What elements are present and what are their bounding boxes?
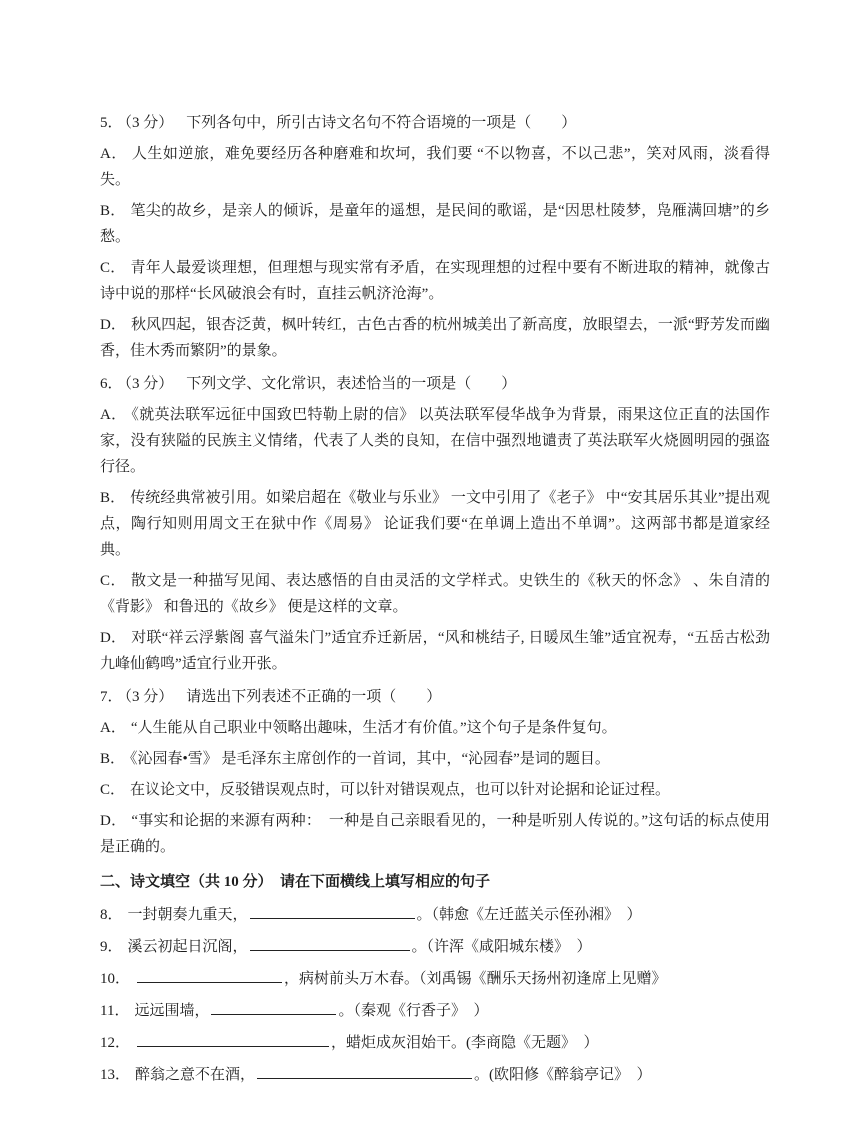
item-pre-text: 远远围墙， bbox=[134, 1003, 210, 1019]
option-text: 人生如逆旅，难免要经历各种磨难和坎坷，我们要 “不以物喜，不以己悲”，笑对风雨，淡看得失。 bbox=[100, 146, 770, 188]
item-post-text: 。(欧阳修《醉翁亭记》 ） bbox=[474, 1067, 652, 1083]
question-6-stem bbox=[100, 371, 770, 397]
option-text: 在议论文中，反驳错误观点时，可以针对错误观点，也可以针对论据和论证过程。 bbox=[130, 782, 671, 798]
question-text: 下列文学、文化常识，表述恰当的一项是（ ） bbox=[186, 376, 517, 392]
item-post-text: 。（秦观《行香子》 ） bbox=[338, 1003, 489, 1019]
fill-item-8 bbox=[100, 902, 770, 928]
answer-blank bbox=[211, 999, 336, 1015]
question-7-option-c bbox=[100, 777, 770, 803]
fill-item-10 bbox=[100, 966, 770, 992]
option-label: B． bbox=[100, 203, 126, 219]
option-label: A． bbox=[100, 407, 127, 423]
option-label: A． bbox=[100, 146, 127, 162]
question-5-option-c bbox=[100, 255, 770, 307]
question-5-option-d bbox=[100, 312, 770, 364]
question-7-stem bbox=[100, 684, 770, 710]
item-number: 13． bbox=[100, 1067, 131, 1083]
fill-item-12 bbox=[100, 1030, 770, 1056]
answer-blank bbox=[250, 935, 410, 951]
option-label: D． bbox=[100, 317, 126, 333]
question-6-option-c bbox=[100, 568, 770, 620]
fill-item-13 bbox=[100, 1062, 770, 1088]
answer-blank bbox=[257, 1063, 472, 1079]
question-points: （3 分） bbox=[124, 376, 174, 392]
option-text: 散文是一种描写见闻、表达感悟的自由灵活的文学样式。史铁生的《秋天的怀念》 、朱自清的《背影》 和鲁迅的《故乡》 便是这样的文章。 bbox=[100, 573, 770, 615]
section-2-heading: 二、诗文填空（共 10 分） 请在下面横线上填写相应的句子 bbox=[100, 874, 491, 890]
question-number: 7． bbox=[100, 689, 123, 705]
option-text: 秋风四起，银杏泛黄，枫叶转红，古色古香的杭州城美出了新高度，放眼望去，一派“野芳发而幽香，佳木秀而繁阴”的景象。 bbox=[100, 317, 770, 359]
question-7-option-b bbox=[100, 746, 770, 772]
option-label: D． bbox=[100, 813, 127, 829]
item-number: 12． bbox=[100, 1035, 131, 1051]
question-7-option-d bbox=[100, 808, 770, 860]
question-5-stem bbox=[100, 110, 770, 136]
question-6-option-b bbox=[100, 485, 770, 563]
option-text: 《沁园春•雪》 是毛泽东主席创作的一首词，其中，“沁园春”是词的题目。 bbox=[130, 751, 610, 767]
question-text: 下列各句中，所引古诗文名句不符合语境的一项是（ ） bbox=[186, 115, 577, 131]
fill-item-9 bbox=[100, 934, 770, 960]
question-6-option-a bbox=[100, 402, 770, 480]
answer-blank bbox=[250, 903, 415, 919]
item-pre-text: 醉翁之意不在酒， bbox=[135, 1067, 256, 1083]
question-6-option-d bbox=[100, 625, 770, 677]
option-label: A． bbox=[100, 720, 126, 736]
item-pre-text: 一封朝奏九重天， bbox=[127, 907, 248, 923]
option-label: D． bbox=[100, 630, 127, 646]
item-number: 8． bbox=[100, 907, 123, 923]
option-text: 笔尖的故乡，是亲人的倾诉，是童年的遥想，是民间的歌谣，是“因思杜陵梦，凫雁满回塘”的乡愁。 bbox=[100, 203, 770, 245]
item-post-text: 。（韩愈《左迁蓝关示侄孙湘》 ） bbox=[416, 907, 642, 923]
option-label: C． bbox=[100, 260, 126, 276]
option-text: 对联“祥云浮紫阁 喜气溢朱门”适宜乔迁新居，“风和桃结子, 日暖凤生雏”适宜祝寿，“五岳古松劲九峰仙鹤鸣”适宜行业开张。 bbox=[100, 630, 770, 672]
option-label: C． bbox=[100, 573, 126, 589]
question-5-option-b bbox=[100, 198, 770, 250]
option-text: “人生能从自己职业中领略出趣味，生活才有价值。”这个句子是条件复句。 bbox=[130, 720, 617, 736]
item-number: 9． bbox=[100, 939, 123, 955]
option-label: C． bbox=[100, 782, 126, 798]
question-points: （3 分） bbox=[124, 115, 174, 131]
question-7-option-a bbox=[100, 715, 770, 741]
answer-blank bbox=[137, 967, 282, 983]
question-number: 6． bbox=[100, 376, 123, 392]
fill-item-11 bbox=[100, 998, 770, 1024]
question-text: 请选出下列表述不正确的一项（ ） bbox=[186, 689, 442, 705]
option-label: B． bbox=[100, 490, 126, 506]
option-text: “事实和论据的来源有两种： 一种是自己亲眼看见的，一种是听别人传说的。”这句话的标点使用是正确的。 bbox=[100, 813, 770, 855]
item-number: 11． bbox=[100, 1003, 130, 1019]
question-number: 5． bbox=[100, 115, 123, 131]
question-points: （3 分） bbox=[124, 689, 174, 705]
item-post-text: 。（许浑《咸阳城东楼》 ） bbox=[411, 939, 592, 955]
item-pre-text: 溪云初起日沉阁， bbox=[127, 939, 248, 955]
answer-blank bbox=[137, 1031, 329, 1047]
option-text: 传统经典常被引用。如梁启超在《敬业与乐业》 一文中引用了《老子》 中“安其居乐其业”提出观点，陶行知则用周文王在狱中作《周易》 论证我们要“在单调上造出不单调”。这两部书都是道家经典。 bbox=[100, 490, 770, 558]
question-5-option-a bbox=[100, 141, 770, 193]
option-text: 《就英法联军远征中国致巴特勒上尉的信》 以英法联军侵华战争为背景，雨果这位正直的法国作家，没有狭隘的民族主义情绪，代表了人类的良知，在信中强烈地谴责了英法联军火烧圆明园的强盗行径。 bbox=[100, 407, 770, 475]
option-text: 青年人最爱谈理想，但理想与现实常有矛盾，在实现理想的过程中要有不断进取的精神，就像古诗中说的那样“长风破浪会有时，直挂云帆济沧海”。 bbox=[100, 260, 770, 302]
item-post-text: ，病树前头万木春。（刘禹锡《酬乐天扬州初逢席上见赠》 bbox=[284, 971, 667, 987]
item-number: 10． bbox=[100, 971, 131, 987]
item-post-text: ，蜡炬成灰泪始干。(李商隐《无题》 ） bbox=[331, 1035, 599, 1051]
option-label: B． bbox=[100, 751, 126, 767]
